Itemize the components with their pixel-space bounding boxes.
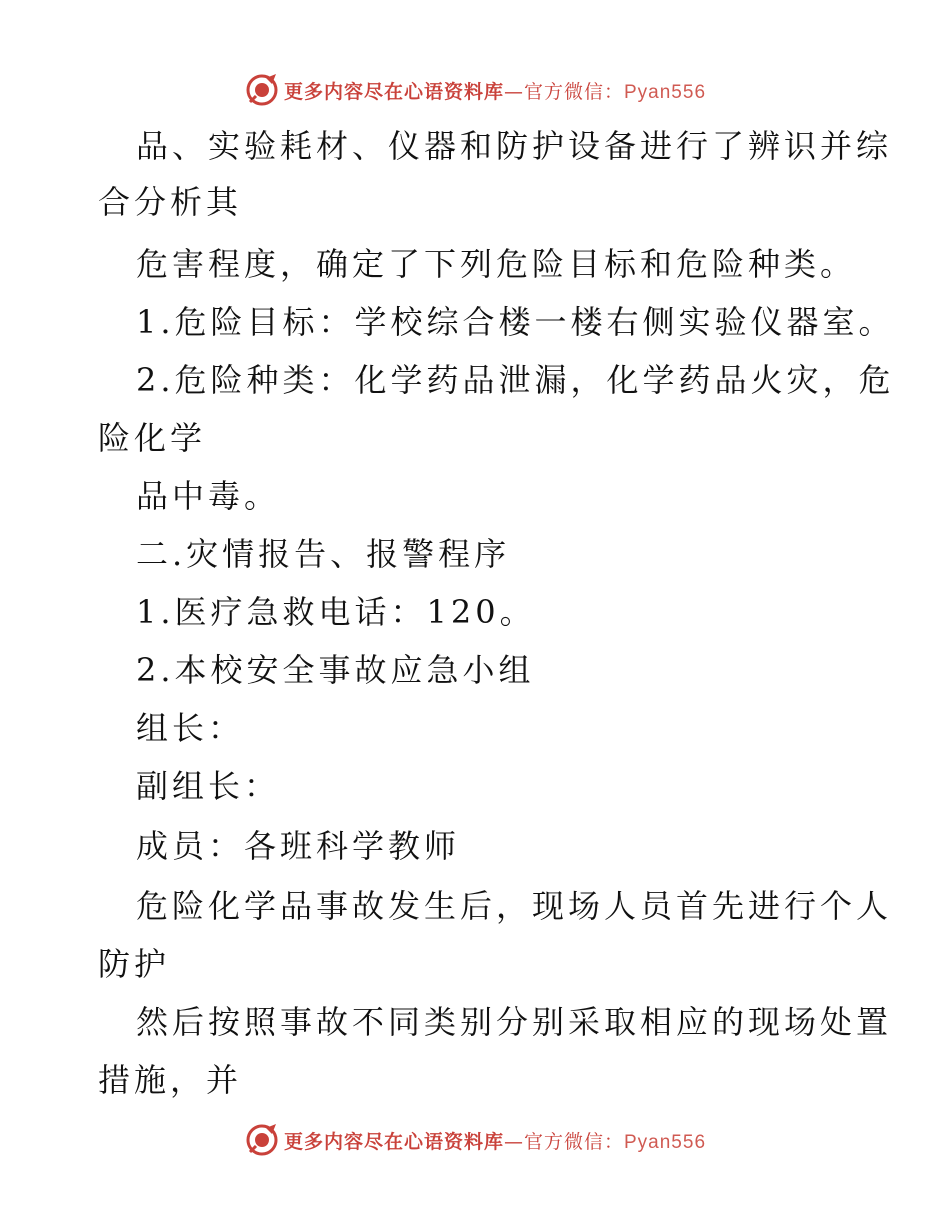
body-line: 副组长：	[136, 767, 281, 805]
body-line: 措施，并	[98, 1061, 243, 1099]
body-line: 1.危险目标：学校综合楼一楼右侧实验仪器室。	[136, 303, 895, 341]
watermark-dash: —	[503, 80, 524, 103]
body-line: 2.本校安全事故应急小组	[136, 651, 535, 689]
body-line: 危害程度，确定了下列危险目标和危险种类。	[136, 245, 857, 283]
watermark-sub: 官方微信：	[523, 80, 624, 103]
body-line: 组长：	[136, 709, 245, 747]
body-line: 成员：各班科学教师	[136, 827, 461, 865]
pen-seal-icon	[244, 1122, 280, 1158]
body-line: 1.医疗急救电话：120。	[136, 593, 536, 631]
watermark-footer	[0, 1120, 950, 1160]
watermark-text	[284, 1127, 706, 1154]
watermark-dash: —	[503, 1130, 524, 1153]
body-line: 险化学	[98, 419, 207, 457]
section-heading: 二.灾情报告、报警程序	[136, 535, 511, 573]
watermark-main: 更多内容尽在心语资料库	[283, 1130, 504, 1153]
body-line: 2.危险种类：化学药品泄漏，化学药品火灾，危	[136, 361, 895, 399]
watermark-id: Pyan556	[624, 1131, 707, 1153]
pen-seal-icon	[244, 72, 280, 108]
body-line: 防护	[98, 945, 171, 983]
watermark-text	[284, 77, 706, 104]
body-line: 然后按照事故不同类别分别采取相应的现场处置	[136, 1003, 893, 1041]
watermark-header	[0, 70, 950, 110]
watermark-main: 更多内容尽在心语资料库	[283, 80, 504, 103]
watermark-sub: 官方微信：	[523, 1130, 624, 1153]
body-line: 合分析其	[98, 183, 243, 221]
watermark-id: Pyan556	[624, 81, 707, 103]
body-line: 品中毒。	[136, 477, 281, 515]
body-line: 危险化学品事故发生后，现场人员首先进行个人	[136, 887, 893, 925]
body-line: 品、实验耗材、仪器和防护设备进行了辨识并综	[136, 127, 893, 165]
